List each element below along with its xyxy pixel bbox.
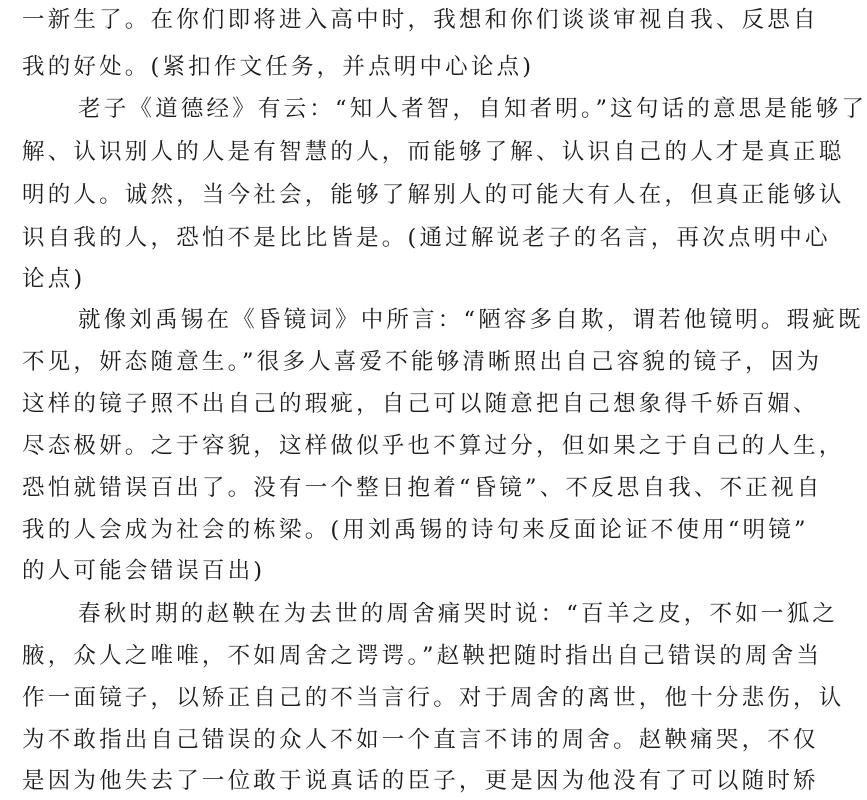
text-line: 腋，众人之唯唯，不如周舍之谔谔。”赵鞅把随时指出自己错误的周舍当	[22, 643, 823, 669]
paragraph-start-line: 就像刘禹锡在《昏镜词》中所言：“陋容多自欺，谓若他镜明。瑕疵既	[78, 307, 864, 333]
text-line: 这样的镜子照不出自己的瑕疵，自己可以随意把自己想象得千娇百媚、	[22, 391, 819, 417]
text-line: 解、认识别人的人是有智慧的人，而能够了解、认识自己的人才是真正聪	[22, 139, 845, 165]
text-line: 明的人。诚然，当今社会，能够了解别人的可能大有人在，但真正能够认	[22, 182, 845, 208]
text-line: 是因为他失去了一位敢于说真话的臣子，更是因为他没有了可以随时矫	[22, 768, 819, 794]
text-line: 恐怕就错误百出了。没有一个整日抱着“昏镜”、不反思自我、不正视自	[22, 475, 823, 501]
text-line: 我的人会成为社会的栋梁。(用刘禹锡的诗句来反面论证不使用“明镜”	[22, 517, 809, 543]
text-line: 尽态极妍。之于容貌，这样做似乎也不算过分，但如果之于自己的人生，	[22, 433, 845, 459]
text-line: 为不敢指出自己错误的众人不如一个直言不讳的周舍。赵鞅痛哭，不仅	[22, 727, 819, 753]
text-line: 论点)	[22, 266, 86, 292]
paragraph-start-line: 春秋时期的赵鞅在为去世的周舍痛哭时说：“百羊之皮，不如一狐之	[78, 601, 839, 627]
text-line: 识自我的人，恐怕不是比比皆是。(通过解说老子的名言，再次点明中心	[22, 225, 831, 251]
text-line: 我的好处。(紧扣作文任务，并点明中心论点)	[22, 54, 535, 80]
text-line: 不见，妍态随意生。”很多人喜爱不能够清晰照出自己容貌的镜子，因为	[22, 349, 823, 375]
text-line: 的人可能会错误百出)	[22, 558, 266, 584]
text-line: 一新生了。在你们即将进入高中时，我想和你们谈谈审视自我、反思自	[22, 7, 819, 33]
paragraph-start-line: 老子《道德经》有云：“知人者智，自知者明。”这句话的意思是能够了	[78, 96, 867, 122]
text-line: 作一面镜子，以矫正自己的不当言行。对于周舍的离世，他十分悲伤，认	[22, 685, 845, 711]
